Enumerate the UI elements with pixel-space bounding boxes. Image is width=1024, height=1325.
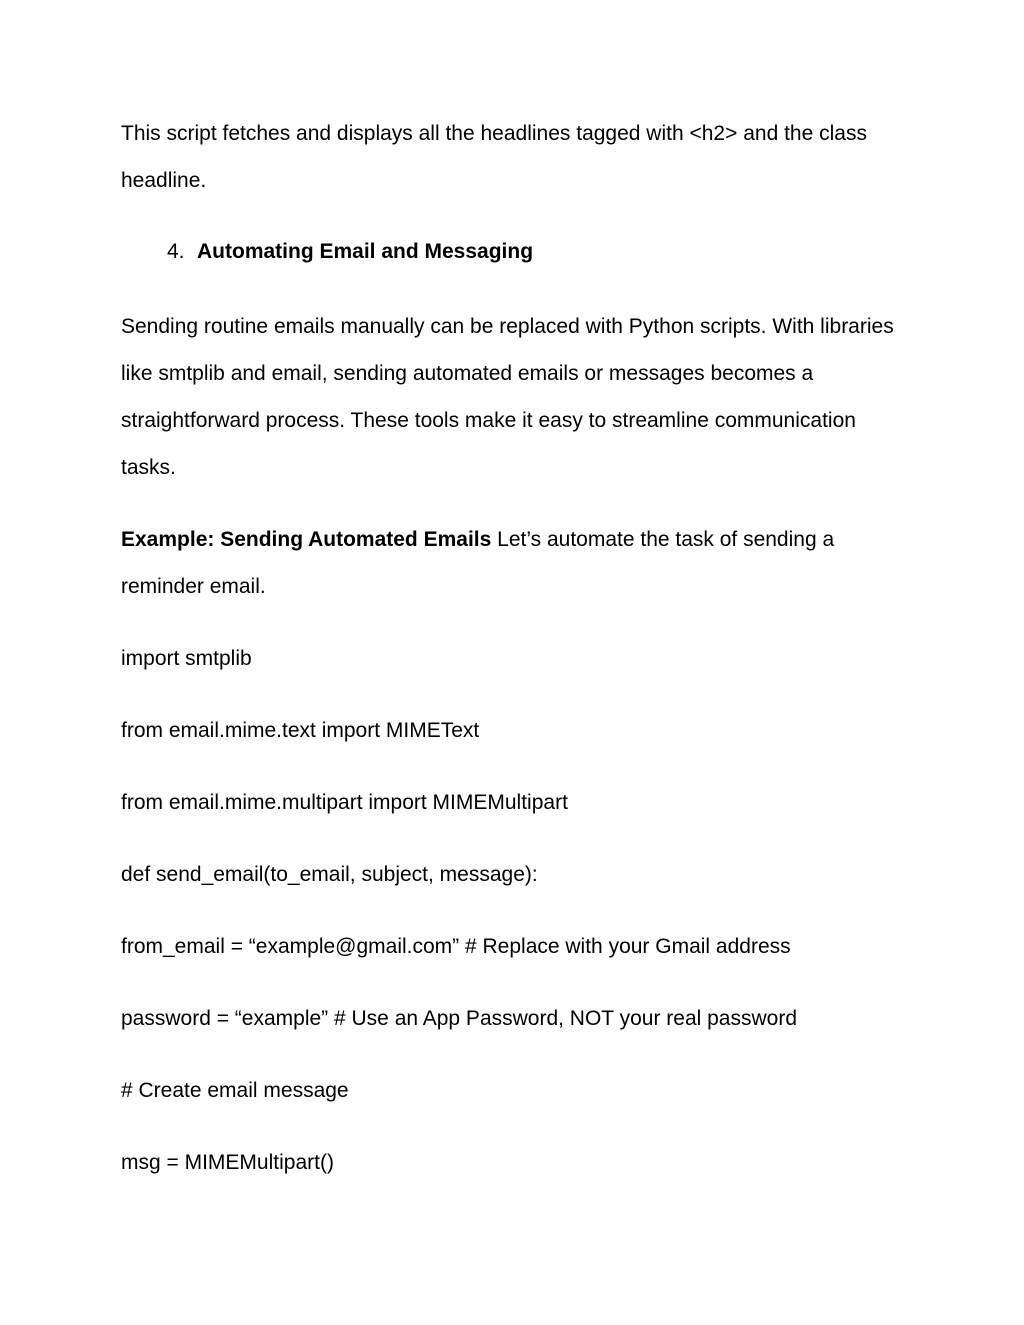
code-line: import smtplib	[121, 647, 252, 670]
page-content	[121, 110, 911, 1211]
intro-paragraph: This script fetches and displays all the headlines tagged with <h2> and the class headline.	[121, 122, 867, 192]
code-line: from_email = “example@gmail.com” # Replace with your Gmail address	[121, 935, 791, 958]
section-number: 4.	[167, 240, 185, 263]
code-line: from email.mime.multipart import MIMEMultipart	[121, 791, 568, 814]
section-heading	[121, 228, 911, 275]
code-line: password = “example” # Use an App Password, NOT your real password	[121, 1007, 797, 1030]
code-line: msg = MIMEMultipart()	[121, 1151, 334, 1174]
body-paragraph: Sending routine emails manually can be replaced with Python scripts. With libraries like smtplib and email, sending automated emails or messages becomes a straightforward process. These tools make it easy to streamline communication tasks.	[121, 315, 894, 479]
code-line: # Create email message	[121, 1079, 349, 1102]
example-label: Example: Sending Automated Emails	[121, 528, 492, 551]
example-text: Let’s automate the task of sending a reminder email.	[121, 528, 835, 598]
example-paragraph	[121, 516, 911, 610]
code-line: from email.mime.text import MIMEText	[121, 719, 480, 742]
code-line: def send_email(to_email, subject, message):	[121, 863, 538, 886]
section-title: Automating Email and Messaging	[197, 240, 534, 263]
